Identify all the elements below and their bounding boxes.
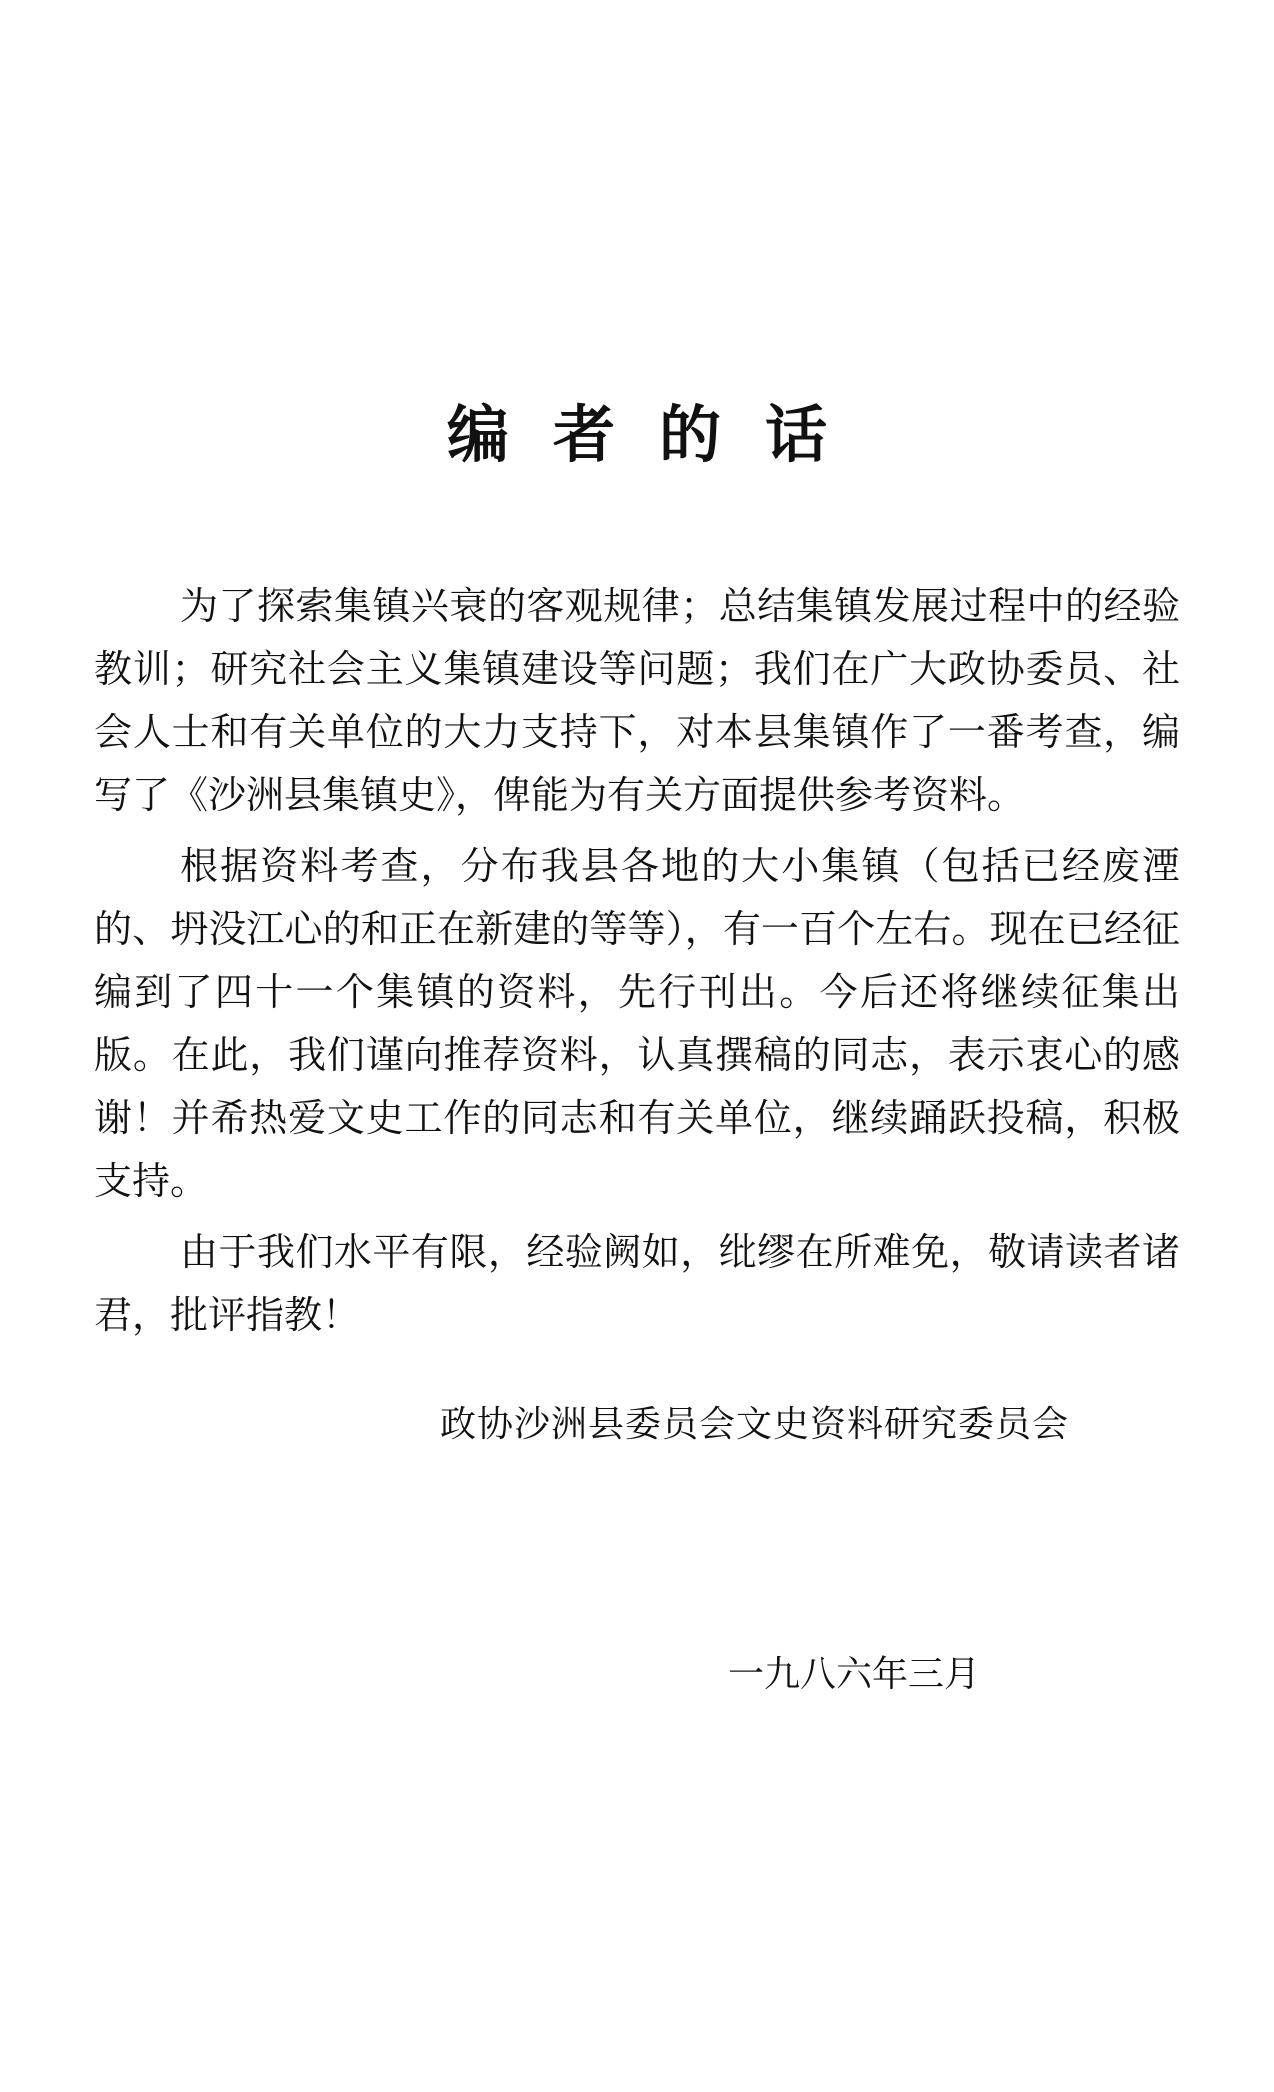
body-text [94, 575, 1180, 1355]
date: 一九八六年三月 [728, 1654, 981, 1695]
page-title: 编者的话 [446, 398, 871, 471]
paragraph-1: 为了探索集镇兴衰的客观规律；总结集镇发展过程中的经验教训；研究社会主义集镇建设等问题；我们在广大政协委员、社会人士和有关单位的大力支持下，对本县集镇作了一番考查，编写了《沙洲县集镇史》，俾能为有关方面提供参考资料。 [94, 584, 1180, 817]
paragraph-3: 由于我们水平有限，经验阙如，纰缪在所难免，敬请读者诸君，批评指教！ [94, 1230, 1180, 1337]
paragraph-2: 根据资料考查，分布我县各地的大小集镇（包括已经废湮的、坍没江心的和正在新建的等等），有一百个左右。现在已经征编到了四十一个集镇的资料，先行刊出。今后还将继续征集出版。在此，我们谨向推荐资料，认真撰稿的同志，表示衷心的感谢！并希热爱文史工作的同志和有关单位，继续踊跃投稿，积极支持。 [94, 844, 1180, 1203]
signature: 政协沙洲县委员会文史资料研究委员会 [440, 1404, 1070, 1445]
